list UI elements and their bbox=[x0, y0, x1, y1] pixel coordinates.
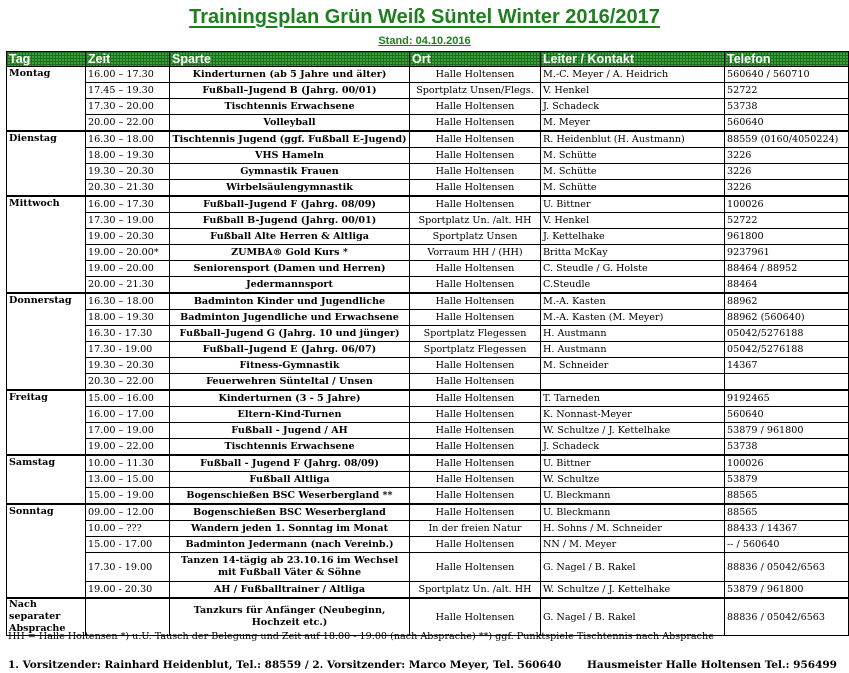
location-cell: Halle Holtensen bbox=[410, 131, 541, 148]
contact-cell: M. Schütte bbox=[541, 180, 725, 197]
activity-cell: Feuerwehren Sünteltal / Unsen bbox=[170, 374, 410, 391]
day-cell: Donnerstag bbox=[7, 293, 86, 390]
table-row bbox=[7, 374, 849, 391]
activity-cell: Seniorensport (Damen und Herren) bbox=[170, 261, 410, 277]
time-cell: 19.00 – 20.30 bbox=[86, 229, 170, 245]
table-row bbox=[7, 504, 849, 521]
phone-cell: 88836 / 05042/6563 bbox=[725, 598, 849, 636]
training-schedule-table bbox=[6, 51, 849, 636]
time-cell: 19.00 - 20.30 bbox=[86, 582, 170, 599]
activity-cell: Kinderturnen (ab 5 Jahre und älter) bbox=[170, 67, 410, 83]
phone-cell: 88962 (560640) bbox=[725, 310, 849, 326]
activity-cell: Bogenschießen BSC Weserbergland ** bbox=[170, 488, 410, 505]
time-cell: 16.00 – 17.30 bbox=[86, 196, 170, 213]
table-row bbox=[7, 423, 849, 439]
activity-cell: Volleyball bbox=[170, 115, 410, 132]
contact-cell: U. Bleckmann bbox=[541, 504, 725, 521]
phone-cell: 88464 / 88952 bbox=[725, 261, 849, 277]
activity-cell: Wandern jeden 1. Sonntag im Monat bbox=[170, 521, 410, 537]
activity-cell: Fußball B-Jugend (Jahrg. 00/01) bbox=[170, 213, 410, 229]
table-row bbox=[7, 277, 849, 294]
table-row bbox=[7, 326, 849, 342]
contact-cell: T. Tarneden bbox=[541, 390, 725, 407]
contact-cell: H. Austmann bbox=[541, 326, 725, 342]
phone-cell: 9192465 bbox=[725, 390, 849, 407]
table-row bbox=[7, 164, 849, 180]
activity-cell: Fußball–Jugend F (Jahrg. 08/09) bbox=[170, 196, 410, 213]
location-cell: Halle Holtensen bbox=[410, 180, 541, 197]
page-title: Trainingsplan Grün Weiß Süntel Winter 2016/2017 bbox=[189, 6, 660, 28]
contact-cell: U. Bittner bbox=[541, 455, 725, 472]
location-cell: Halle Holtensen bbox=[410, 504, 541, 521]
phone-cell: 88565 bbox=[725, 488, 849, 505]
contact-cell: C.Steudle bbox=[541, 277, 725, 294]
contact-cell: NN / M. Meyer bbox=[541, 537, 725, 553]
table-row bbox=[7, 245, 849, 261]
time-cell: 15.00 – 16.00 bbox=[86, 390, 170, 407]
day-cell: Sonntag bbox=[7, 504, 86, 598]
time-cell: 19.00 – 22.00 bbox=[86, 439, 170, 456]
time-cell: 10.00 – 11.30 bbox=[86, 455, 170, 472]
location-cell: Halle Holtensen bbox=[410, 196, 541, 213]
contact-cell: K. Nonnast-Meyer bbox=[541, 407, 725, 423]
activity-cell: Kinderturnen (3 - 5 Jahre) bbox=[170, 390, 410, 407]
header-leiter: Leiter / Kontakt bbox=[541, 52, 725, 67]
time-cell: 09.00 – 12.00 bbox=[86, 504, 170, 521]
table-row bbox=[7, 293, 849, 310]
contact-cell bbox=[541, 374, 725, 391]
activity-cell: Fußball Altliga bbox=[170, 472, 410, 488]
contact-cell: U. Bleckmann bbox=[541, 488, 725, 505]
location-cell: Halle Holtensen bbox=[410, 293, 541, 310]
day-cell: Mittwoch bbox=[7, 196, 86, 293]
footer-caretaker: Hausmeister Halle Holtensen Tel.: 956499 bbox=[587, 659, 837, 671]
location-cell: Halle Holtensen bbox=[410, 358, 541, 374]
phone-cell: 560640 bbox=[725, 115, 849, 132]
table-row bbox=[7, 83, 849, 99]
location-cell: Halle Holtensen bbox=[410, 598, 541, 636]
table-row bbox=[7, 196, 849, 213]
location-cell: Halle Holtensen bbox=[410, 148, 541, 164]
phone-cell: 53738 bbox=[725, 439, 849, 456]
location-cell: Halle Holtensen bbox=[410, 423, 541, 439]
time-cell: 19.30 – 20.30 bbox=[86, 358, 170, 374]
phone-cell: 560640 bbox=[725, 407, 849, 423]
location-cell: Halle Holtensen bbox=[410, 310, 541, 326]
time-cell: 16.00 – 17.30 bbox=[86, 67, 170, 83]
activity-cell: Tanzen 14-tägig ab 23.10.16 im Wechsel mit Fußball Väter & Söhne bbox=[170, 553, 410, 582]
time-cell: 16.00 – 17.00 bbox=[86, 407, 170, 423]
activity-cell: AH / Fußballtrainer / Altliga bbox=[170, 582, 410, 599]
day-cell: Dienstag bbox=[7, 131, 86, 196]
phone-cell: 100026 bbox=[725, 196, 849, 213]
contact-cell: M.-A. Kasten bbox=[541, 293, 725, 310]
activity-cell: Tischtennis Jugend (ggf. Fußball E-Jugend) bbox=[170, 131, 410, 148]
day-cell: Freitag bbox=[7, 390, 86, 455]
table-row bbox=[7, 229, 849, 245]
contact-cell: M.-A. Kasten (M. Meyer) bbox=[541, 310, 725, 326]
activity-cell: Fitness-Gymnastik bbox=[170, 358, 410, 374]
contact-cell: V. Henkel bbox=[541, 83, 725, 99]
activity-cell: Tischtennis Erwachsene bbox=[170, 99, 410, 115]
contact-cell: J. Schadeck bbox=[541, 99, 725, 115]
contact-cell: W. Schultze / J. Kettelhake bbox=[541, 423, 725, 439]
table-row bbox=[7, 455, 849, 472]
phone-cell: 9237961 bbox=[725, 245, 849, 261]
day-cell: Samstag bbox=[7, 455, 86, 504]
time-cell: 18.00 – 19.30 bbox=[86, 310, 170, 326]
time-cell: 17.30 - 19.00 bbox=[86, 342, 170, 358]
table-row bbox=[7, 342, 849, 358]
phone-cell: 88464 bbox=[725, 277, 849, 294]
header-telefon: Telefon bbox=[725, 52, 849, 67]
time-cell: 17.30 – 20.00 bbox=[86, 99, 170, 115]
time-cell: 15.00 - 17.00 bbox=[86, 537, 170, 553]
table-row bbox=[7, 521, 849, 537]
time-cell: 20.30 – 21.30 bbox=[86, 180, 170, 197]
location-cell: Halle Holtensen bbox=[410, 407, 541, 423]
time-cell: 16.30 – 18.00 bbox=[86, 293, 170, 310]
contact-cell: M. Meyer bbox=[541, 115, 725, 132]
phone-cell: 05042/5276188 bbox=[725, 342, 849, 358]
contact-cell: J. Schadeck bbox=[541, 439, 725, 456]
time-cell: 20.30 – 22.00 bbox=[86, 374, 170, 391]
contact-cell: J. Kettelhake bbox=[541, 229, 725, 245]
phone-cell: 3226 bbox=[725, 148, 849, 164]
table-row bbox=[7, 537, 849, 553]
phone-cell: 14367 bbox=[725, 358, 849, 374]
location-cell: Halle Holtensen bbox=[410, 115, 541, 132]
activity-cell: Fußball - Jugend / AH bbox=[170, 423, 410, 439]
contact-cell: W. Schultze / J. Kettelhake bbox=[541, 582, 725, 599]
activity-cell: Fußball–Jugend B (Jahrg. 00/01) bbox=[170, 83, 410, 99]
location-cell: Halle Holtensen bbox=[410, 472, 541, 488]
contact-cell: M. Schneider bbox=[541, 358, 725, 374]
contact-cell: M. Schütte bbox=[541, 164, 725, 180]
table-row bbox=[7, 439, 849, 456]
activity-cell: Jedermannsport bbox=[170, 277, 410, 294]
table-row bbox=[7, 67, 849, 83]
location-cell: Halle Holtensen bbox=[410, 277, 541, 294]
time-cell: 13.00 – 15.00 bbox=[86, 472, 170, 488]
stand-date: Stand: 04.10.2016 bbox=[378, 35, 471, 47]
phone-cell: 53879 bbox=[725, 472, 849, 488]
phone-cell: 53879 / 961800 bbox=[725, 423, 849, 439]
phone-cell: 3226 bbox=[725, 164, 849, 180]
activity-cell: Wirbelsäulengymnastik bbox=[170, 180, 410, 197]
activity-cell: Badminton Jugendliche und Erwachsene bbox=[170, 310, 410, 326]
phone-cell: -- / 560640 bbox=[725, 537, 849, 553]
table-row bbox=[7, 598, 849, 636]
phone-cell: 3226 bbox=[725, 180, 849, 197]
table-row bbox=[7, 358, 849, 374]
header-sparte: Sparte bbox=[170, 52, 410, 67]
activity-cell: Fußball–Jugend E (Jahrg. 06/07) bbox=[170, 342, 410, 358]
table-row bbox=[7, 390, 849, 407]
table-header bbox=[7, 52, 849, 67]
contact-cell: M.-C. Meyer / A. Heidrich bbox=[541, 67, 725, 83]
table-row bbox=[7, 213, 849, 229]
legend: HH = Halle Holtensen *) u.U. Tausch der Belegung und Zeit auf 18.00 - 19.00 (nach Absprache) **) ggf. Punktspiele Tischtennis nach Absprache bbox=[8, 631, 714, 642]
location-cell: Halle Holtensen bbox=[410, 488, 541, 505]
phone-cell: 88433 / 14367 bbox=[725, 521, 849, 537]
table-row bbox=[7, 261, 849, 277]
location-cell: Halle Holtensen bbox=[410, 374, 541, 391]
time-cell: 19.00 – 20.00 bbox=[86, 261, 170, 277]
table-row bbox=[7, 99, 849, 115]
time-cell: 16.30 – 18.00 bbox=[86, 131, 170, 148]
time-cell: 17.45 – 19.30 bbox=[86, 83, 170, 99]
table-row bbox=[7, 131, 849, 148]
phone-cell: 88565 bbox=[725, 504, 849, 521]
activity-cell: Badminton Kinder und Jugendliche bbox=[170, 293, 410, 310]
location-cell: Sportplatz Unsen bbox=[410, 229, 541, 245]
time-cell: 15.00 – 19.00 bbox=[86, 488, 170, 505]
table-row bbox=[7, 310, 849, 326]
table-row bbox=[7, 582, 849, 599]
contact-cell: U. Bittner bbox=[541, 196, 725, 213]
contact-cell: G. Nagel / B. Rakel bbox=[541, 553, 725, 582]
location-cell: In der freien Natur bbox=[410, 521, 541, 537]
footer-chairmen: 1. Vorsitzender: Rainhard Heidenblut, Tel.: 88559 / 2. Vorsitzender: Marco Meyer, Tel. 560640 bbox=[8, 659, 562, 671]
phone-cell: 53738 bbox=[725, 99, 849, 115]
location-cell: Halle Holtensen bbox=[410, 261, 541, 277]
location-cell: Sportplatz Flegessen bbox=[410, 342, 541, 358]
header-tag: Tag bbox=[7, 52, 86, 67]
phone-cell: 560640 / 560710 bbox=[725, 67, 849, 83]
activity-cell: Fußball–Jugend G (Jahrg. 10 und jünger) bbox=[170, 326, 410, 342]
phone-cell: 05042/5276188 bbox=[725, 326, 849, 342]
time-cell: 17.00 – 19.00 bbox=[86, 423, 170, 439]
day-cell: Montag bbox=[7, 67, 86, 132]
location-cell: Halle Holtensen bbox=[410, 67, 541, 83]
time-cell: 16.30 - 17.30 bbox=[86, 326, 170, 342]
location-cell: Halle Holtensen bbox=[410, 164, 541, 180]
location-cell: Sportplatz Un. /alt. HH bbox=[410, 213, 541, 229]
header-row bbox=[7, 52, 849, 67]
table-row bbox=[7, 180, 849, 197]
day-cell: Nach separater Absprache bbox=[7, 598, 86, 636]
phone-cell: 88962 bbox=[725, 293, 849, 310]
phone-cell: 88836 / 05042/6563 bbox=[725, 553, 849, 582]
table-row bbox=[7, 148, 849, 164]
activity-cell: Bogenschießen BSC Weserbergland bbox=[170, 504, 410, 521]
time-cell bbox=[86, 598, 170, 636]
contact-cell: R. Heidenblut (H. Austmann) bbox=[541, 131, 725, 148]
activity-cell: Badminton Jedermann (nach Vereinb.) bbox=[170, 537, 410, 553]
contact-cell: C. Steudle / G. Holste bbox=[541, 261, 725, 277]
time-cell: 20.00 – 21.30 bbox=[86, 277, 170, 294]
phone-cell: 961800 bbox=[725, 229, 849, 245]
contact-cell: V. Henkel bbox=[541, 213, 725, 229]
location-cell: Halle Holtensen bbox=[410, 439, 541, 456]
table-row bbox=[7, 115, 849, 132]
contact-cell: H. Austmann bbox=[541, 342, 725, 358]
location-cell: Halle Holtensen bbox=[410, 99, 541, 115]
phone-cell: 52722 bbox=[725, 83, 849, 99]
time-cell: 19.30 – 20.30 bbox=[86, 164, 170, 180]
location-cell: Halle Holtensen bbox=[410, 390, 541, 407]
table-body bbox=[7, 67, 849, 636]
phone-cell bbox=[725, 374, 849, 391]
location-cell: Halle Holtensen bbox=[410, 455, 541, 472]
contact-cell: M. Schütte bbox=[541, 148, 725, 164]
phone-cell: 100026 bbox=[725, 455, 849, 472]
activity-cell: Tischtennis Erwachsene bbox=[170, 439, 410, 456]
time-cell: 19.00 – 20.00* bbox=[86, 245, 170, 261]
phone-cell: 52722 bbox=[725, 213, 849, 229]
location-cell: Sportplatz Un. /alt. HH bbox=[410, 582, 541, 599]
contact-cell: G. Nagel / B. Rakel bbox=[541, 598, 725, 636]
location-cell: Sportplatz Flegessen bbox=[410, 326, 541, 342]
time-cell: 17.30 - 19.00 bbox=[86, 553, 170, 582]
time-cell: 18.00 – 19.30 bbox=[86, 148, 170, 164]
header-zeit: Zeit bbox=[86, 52, 170, 67]
header-ort: Ort bbox=[410, 52, 541, 67]
table-row bbox=[7, 488, 849, 505]
time-cell: 10.00 – ??? bbox=[86, 521, 170, 537]
phone-cell: 53879 / 961800 bbox=[725, 582, 849, 599]
phone-cell: 88559 (0160/4050224) bbox=[725, 131, 849, 148]
contact-cell: W. Schultze bbox=[541, 472, 725, 488]
contact-cell: H. Sohns / M. Schneider bbox=[541, 521, 725, 537]
location-cell: Sportplatz Unsen/Flegs. bbox=[410, 83, 541, 99]
activity-cell: Fußball Alte Herren & Altliga bbox=[170, 229, 410, 245]
contact-cell: Britta McKay bbox=[541, 245, 725, 261]
table-row bbox=[7, 553, 849, 582]
table-row bbox=[7, 472, 849, 488]
table-row bbox=[7, 407, 849, 423]
time-cell: 20.00 – 22.00 bbox=[86, 115, 170, 132]
activity-cell: Gymnastik Frauen bbox=[170, 164, 410, 180]
activity-cell: ZUMBA® Gold Kurs * bbox=[170, 245, 410, 261]
activity-cell: VHS Hameln bbox=[170, 148, 410, 164]
activity-cell: Eltern-Kind-Turnen bbox=[170, 407, 410, 423]
activity-cell: Tanzkurs für Anfänger (Neubeginn, Hochzeit etc.) bbox=[170, 598, 410, 636]
location-cell: Halle Holtensen bbox=[410, 553, 541, 582]
activity-cell: Fußball - Jugend F (Jahrg. 08/09) bbox=[170, 455, 410, 472]
location-cell: Halle Holtensen bbox=[410, 537, 541, 553]
location-cell: Vorraum HH / (HH) bbox=[410, 245, 541, 261]
time-cell: 17.30 – 19.00 bbox=[86, 213, 170, 229]
